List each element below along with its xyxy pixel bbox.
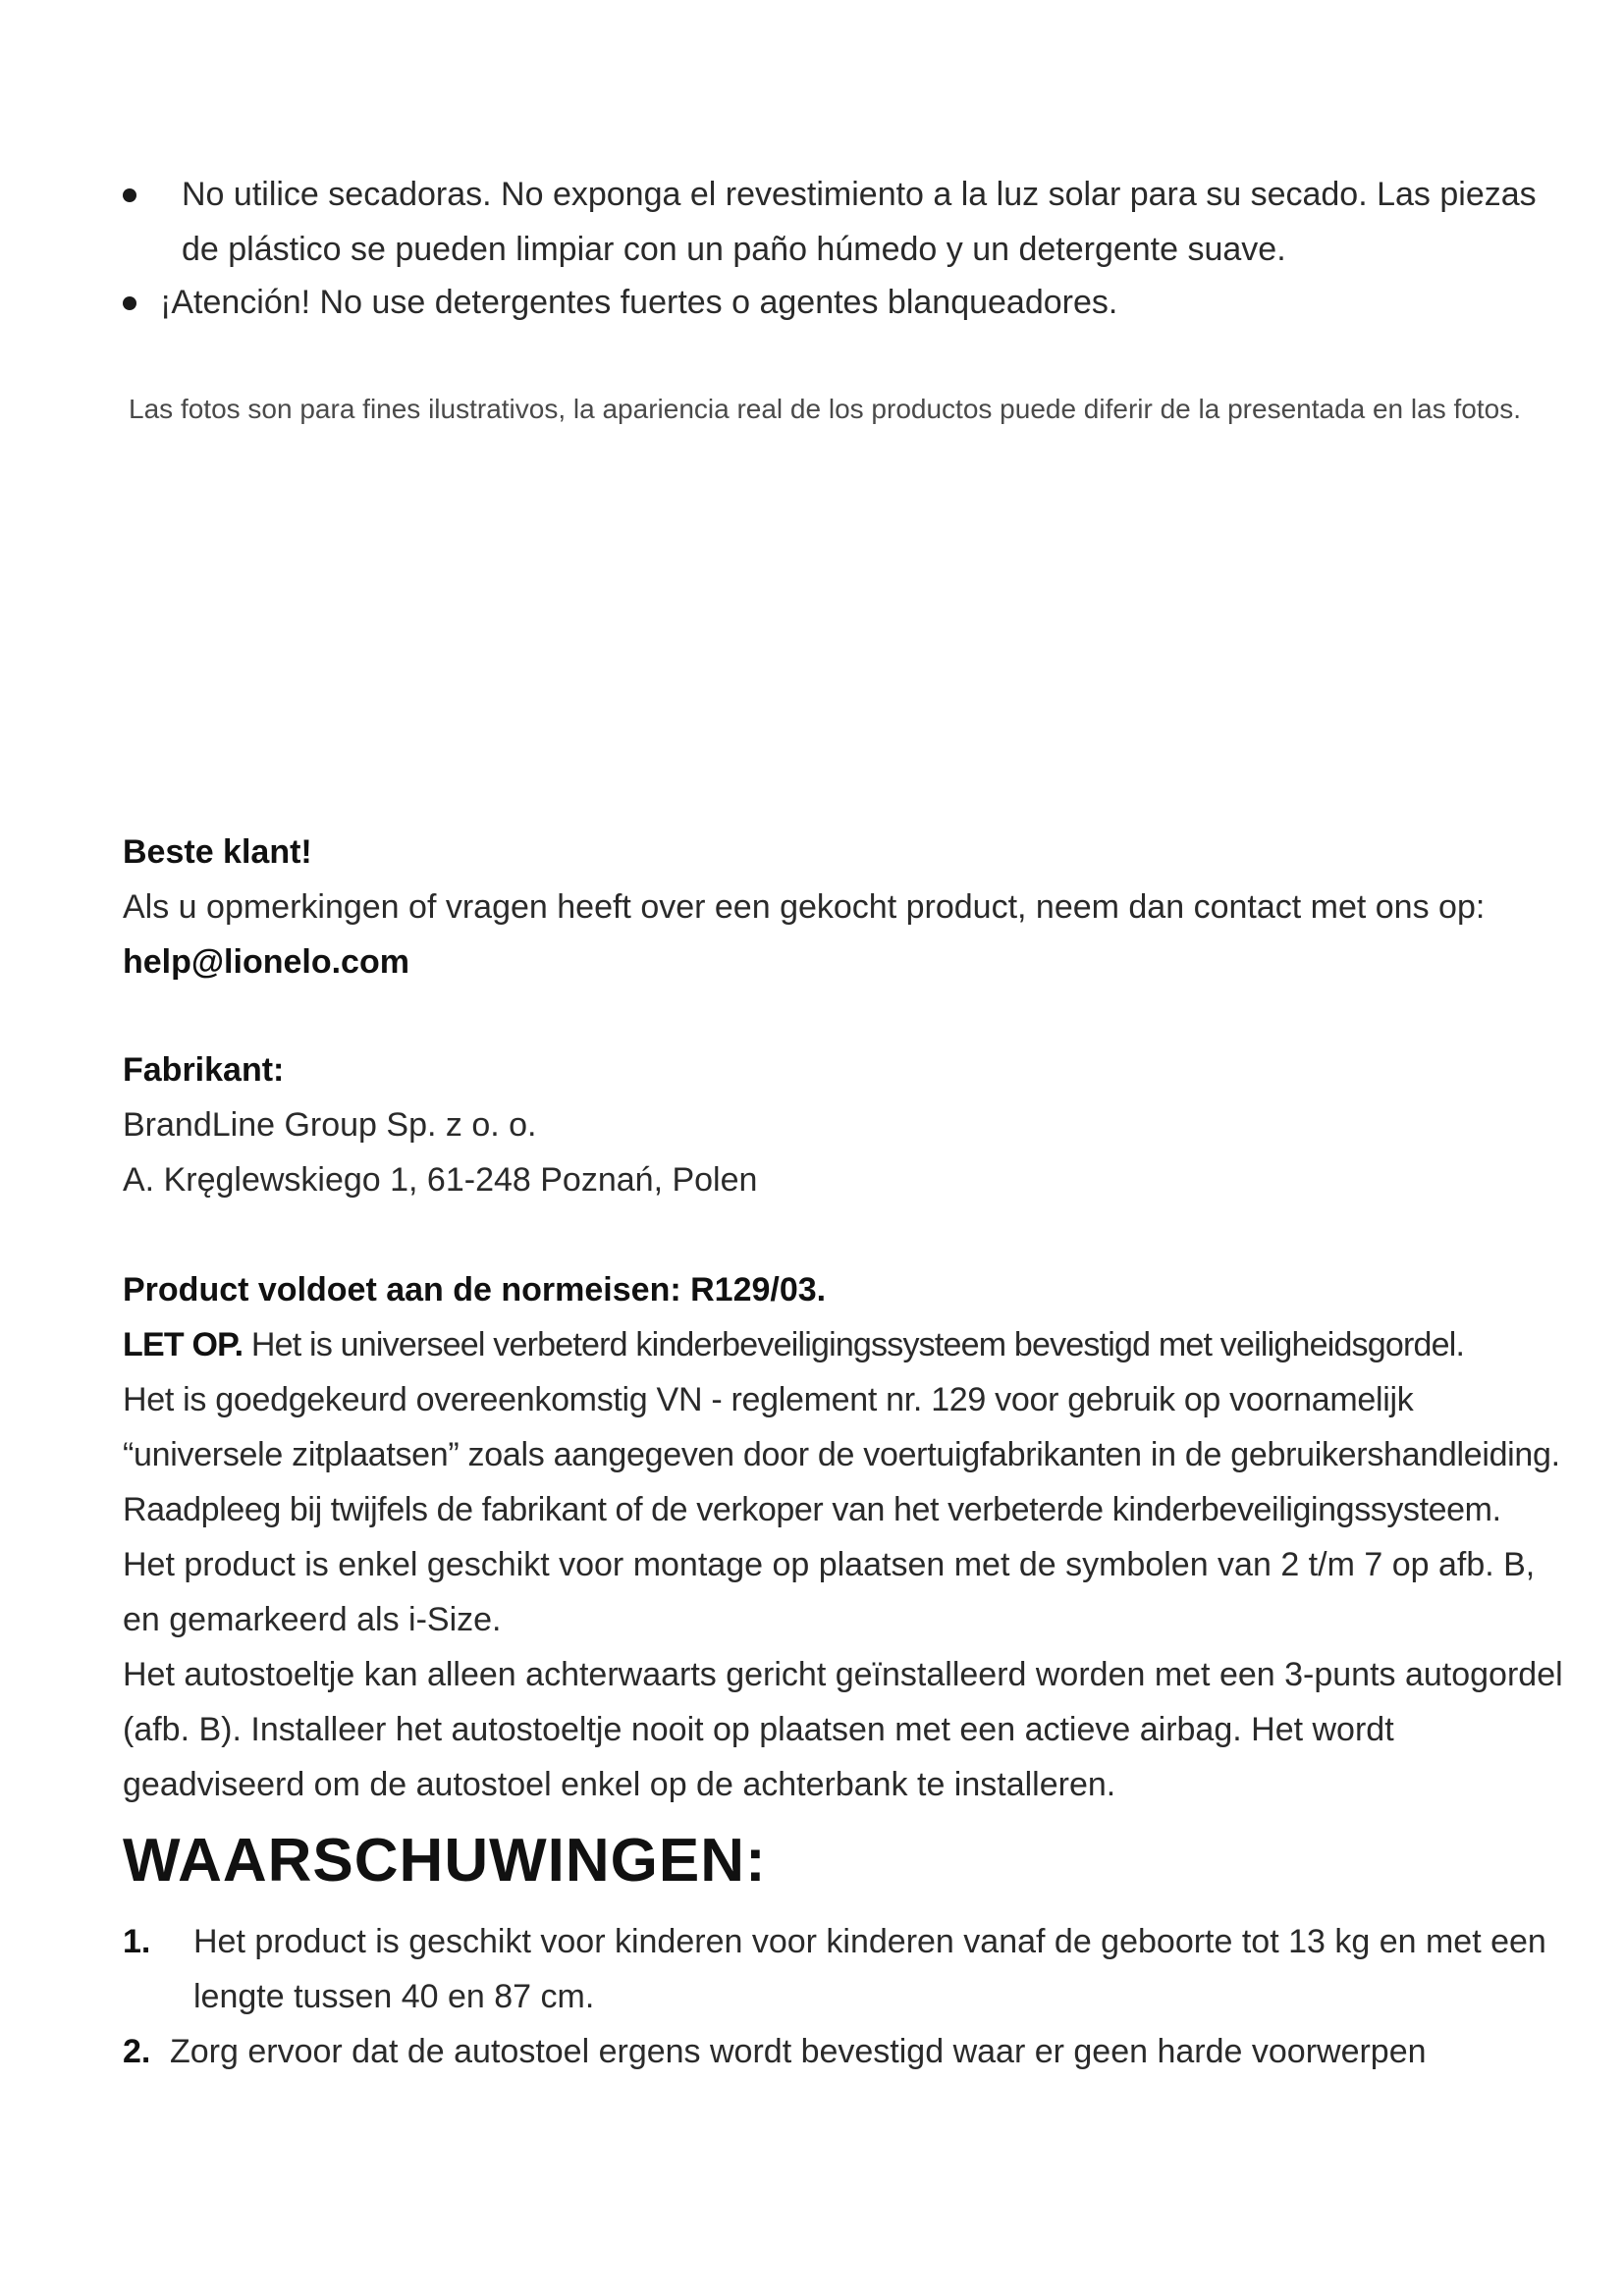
manufacturer-section xyxy=(123,1042,1576,1207)
warning-item-2-number: 2. xyxy=(123,2033,151,2070)
contact-greeting: Beste klant! xyxy=(123,833,312,871)
warning-item-1-text: Het product is geschikt voor kinderen voor kinderen vanaf de geboorte tot 13 kg en met een lengte tussen 40 en 87 cm. xyxy=(193,1923,1546,2015)
norm-paragraph-1: Het is goedgekeurd overeenkomstig VN - reglement nr. 129 voor gebruik op voornamelijk “universele zitplaatsen” zoals aangegeven door de voertuigfabrikanten in de gebruikershandleiding. xyxy=(123,1381,1560,1473)
bullet-dot-icon xyxy=(123,296,136,310)
norm-paragraph-2: Raadpleeg bij twijfels de fabrikant of de verkoper van het verbeterde kinderbeveiligingssysteem. xyxy=(123,1491,1501,1528)
care-bullet-1 xyxy=(123,167,1566,277)
norm-heading: Product voldoet aan de normeisen: R129/03. xyxy=(123,1271,827,1308)
warnings-heading: WAARSCHUWINGEN: xyxy=(123,1827,767,1895)
norm-paragraph-4: Het autostoeltje kan alleen achterwaarts gericht geïnstalleerd worden met een 3-punts autogordel (afb. B). Installeer het autostoeltje nooit op plaatsen met een actieve airbag. Het wordt geadviseerd om de autostoel enkel op de achterbank te installeren. xyxy=(123,1656,1563,1803)
attention-label: LET OP. xyxy=(123,1326,244,1363)
contact-email: help@lionelo.com xyxy=(123,943,409,981)
care-bullet-2-text: ¡Atención! No use detergentes fuertes o agentes blanqueadores. xyxy=(160,284,1118,321)
contact-section xyxy=(123,825,1576,989)
manufacturer-address: A. Kręglewskiego 1, 61-248 Poznań, Polen xyxy=(123,1161,758,1199)
attention-line xyxy=(123,1317,1576,1372)
bullet-dot-icon xyxy=(123,188,136,202)
manufacturer-name: BrandLine Group Sp. z o. o. xyxy=(123,1106,537,1144)
photo-disclaimer: Las fotos son para fines ilustrativos, la apariencia real de los productos puede diferir de la presentada en las fotos. xyxy=(129,394,1521,424)
warning-item-2 xyxy=(123,2024,1576,2079)
care-bullet-1-text: No utilice secadoras. No exponga el revestimiento a la luz solar para su secado. Las piezas de plástico se pueden limpiar con un paño húmedo y un detergente suave. xyxy=(182,176,1537,268)
warning-item-2-text: Zorg ervoor dat de autostoel ergens wordt bevestigd waar er geen harde voorwerpen xyxy=(170,2033,1427,2070)
norm-section xyxy=(123,1262,1576,1812)
manufacturer-heading: Fabrikant: xyxy=(123,1051,285,1089)
norm-paragraph-3: Het product is enkel geschikt voor montage op plaatsen met de symbolen van 2 t/m 7 op afb. B, en gemarkeerd als i-Size. xyxy=(123,1546,1536,1638)
warning-item-1-number: 1. xyxy=(123,1923,151,1960)
contact-message: Als u opmerkingen of vragen heeft over een gekocht product, neem dan contact met ons op: xyxy=(123,888,1486,926)
care-bullet-2 xyxy=(123,275,1566,330)
warning-item-1 xyxy=(123,1914,1576,2024)
attention-text: Het is universeel verbeterd kinderbeveiligingssysteem bevestigd met veiligheidsgordel. xyxy=(250,1326,1465,1363)
